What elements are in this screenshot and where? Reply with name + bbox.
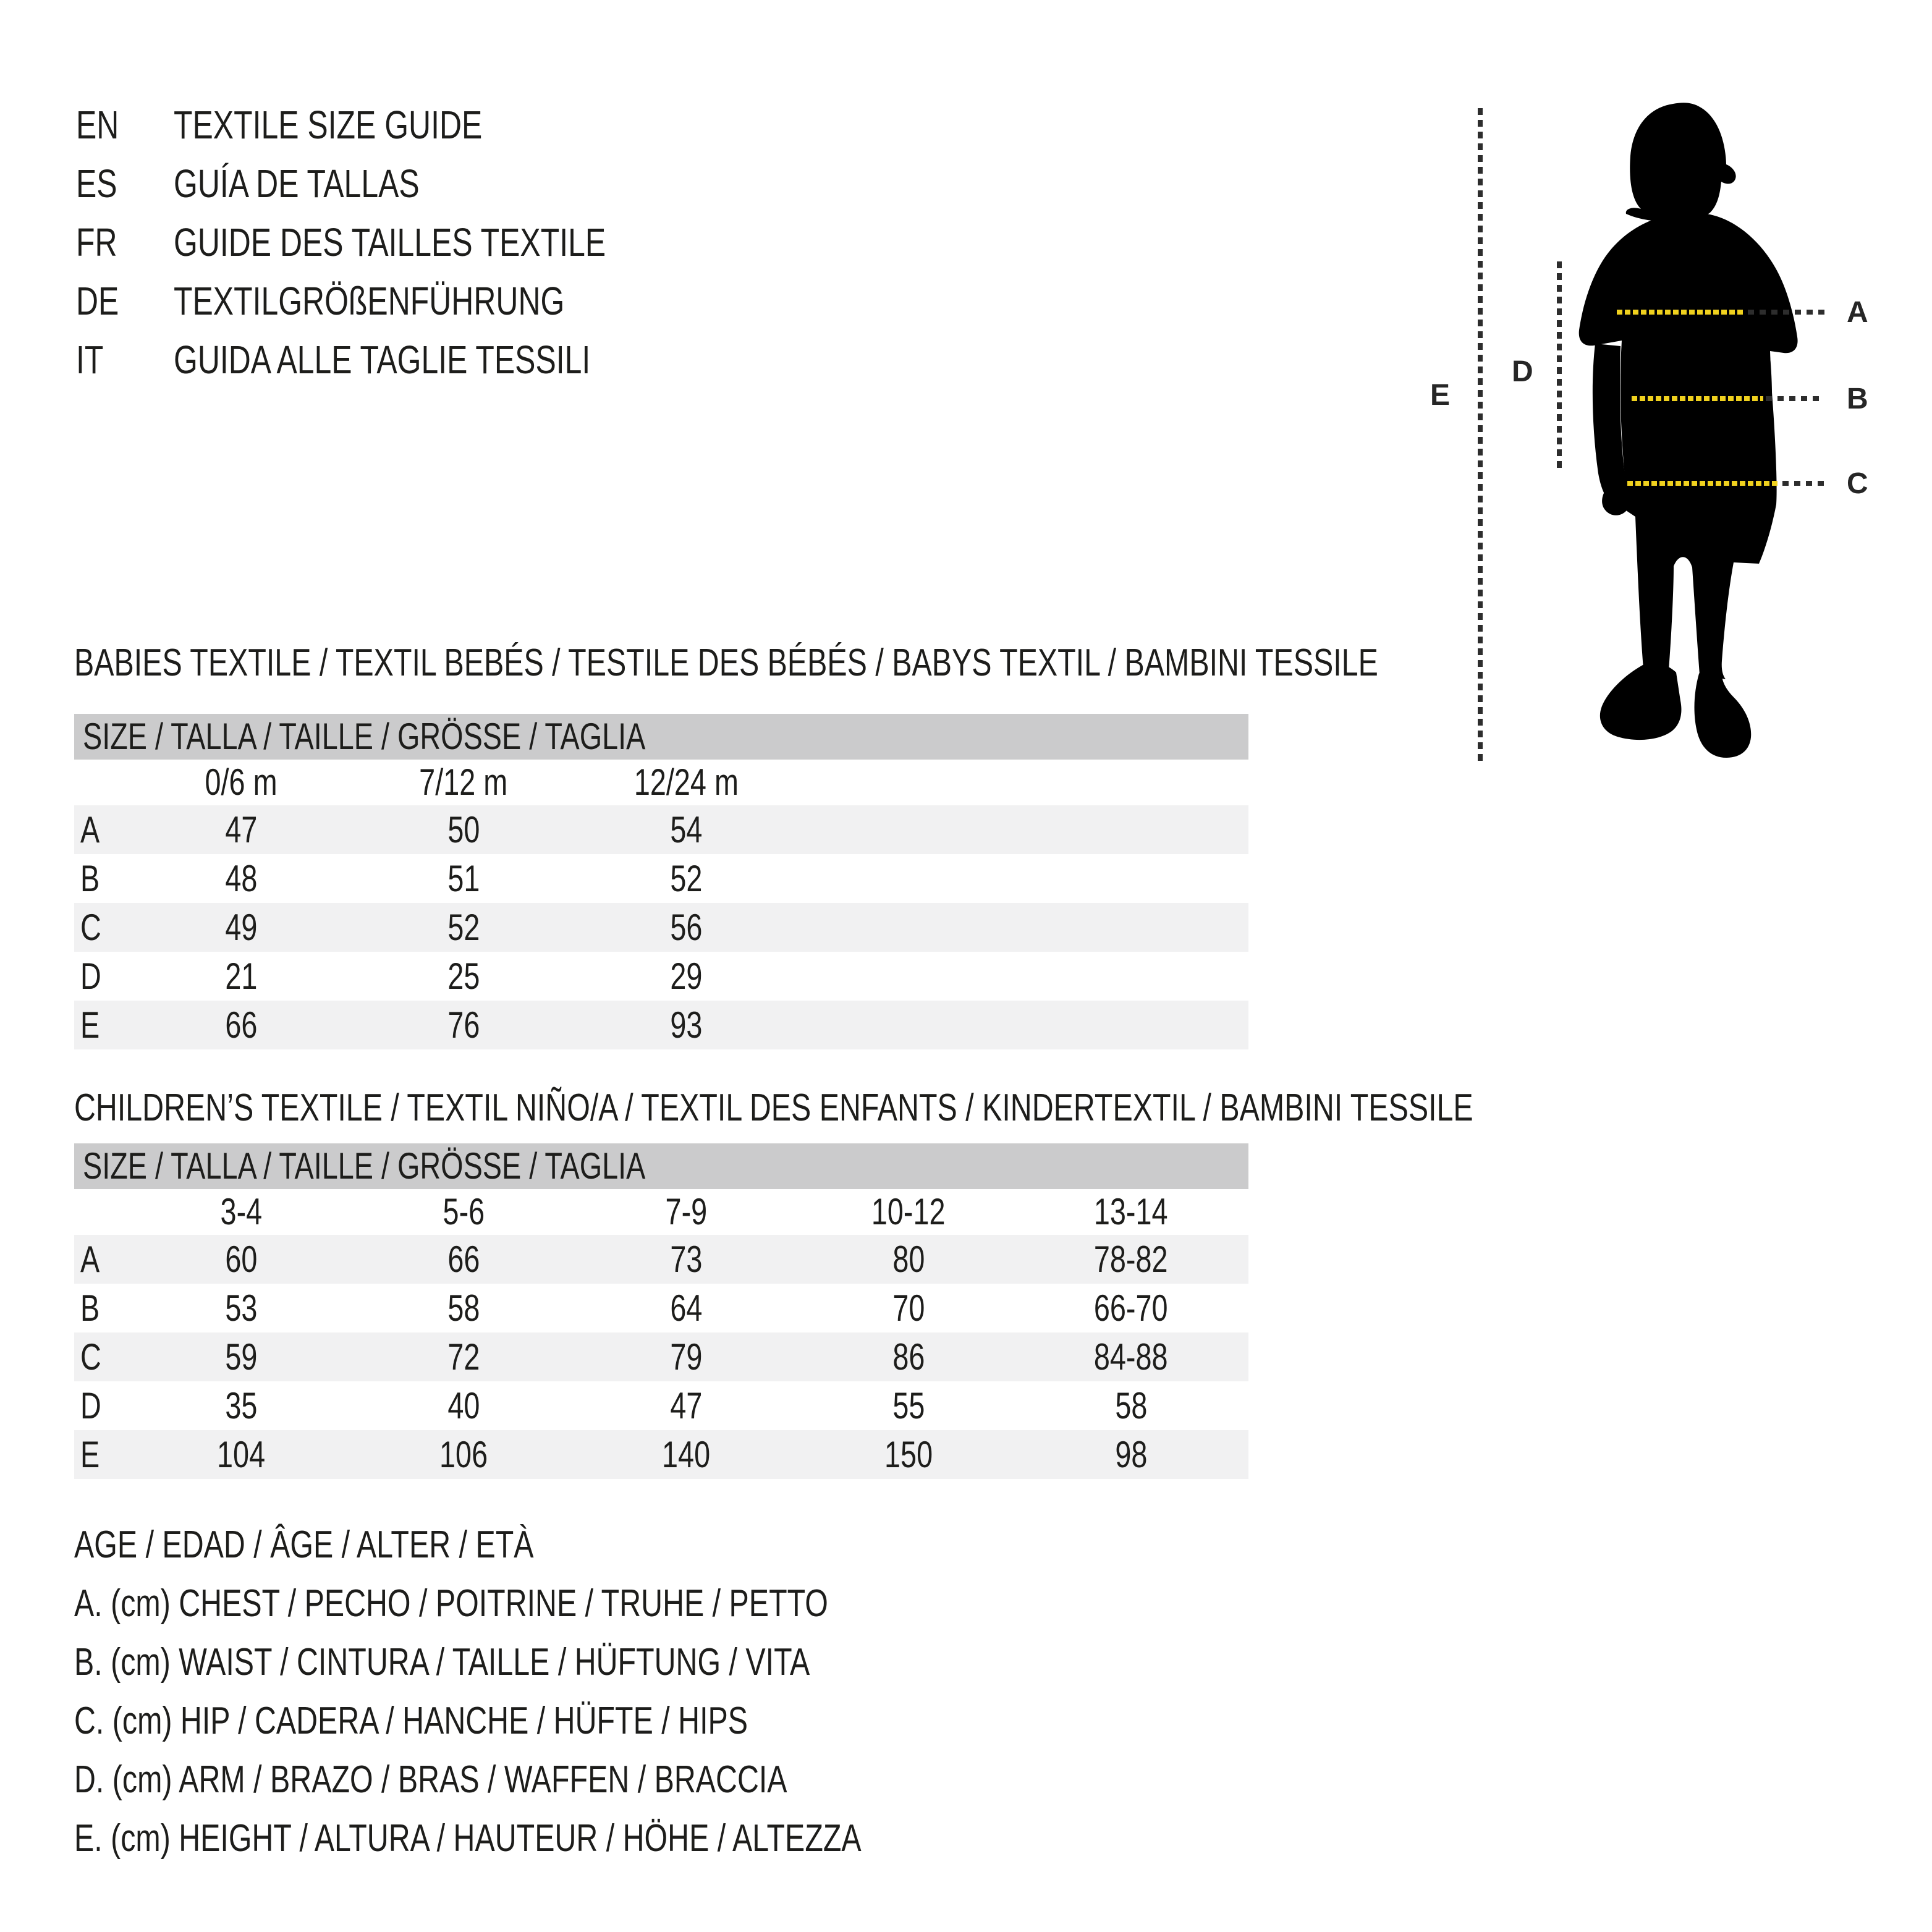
- language-row-de: [76, 272, 727, 331]
- cell-value: 98: [1114, 1434, 1148, 1475]
- cell-value: 25: [447, 955, 480, 997]
- cell-value: 140: [661, 1434, 711, 1475]
- cell-value: 66: [447, 1239, 480, 1280]
- language-code: EN: [76, 103, 119, 147]
- guide-title-es: GUÍA DE TALLAS: [174, 161, 420, 206]
- cell-value: 54: [669, 809, 703, 850]
- language-row-en: [76, 96, 727, 155]
- language-row-it: [76, 331, 727, 389]
- cell-value: 47: [669, 1385, 703, 1426]
- empty-corner-cell: [74, 760, 130, 805]
- waist-measure-label: B: [1847, 383, 1868, 415]
- cell-value: 29: [669, 955, 703, 997]
- children-size-header-bar: [74, 1143, 1248, 1189]
- cell-value: 80: [892, 1239, 925, 1280]
- language-code: IT: [76, 337, 104, 382]
- cell-value: 48: [224, 858, 258, 899]
- babies-col-12-24m: 12/24 m: [633, 761, 739, 803]
- measurement-legend: [74, 1515, 1083, 1868]
- cell-value: 79: [669, 1336, 703, 1378]
- cell-value: 78-82: [1094, 1239, 1168, 1280]
- table-row-arm: [74, 952, 1248, 1001]
- cell-value: 56: [669, 907, 703, 948]
- children-section-heading: CHILDREN’S TEXTILE / TEXTIL NIÑO/A / TEXTIL DES ENFANTS / KINDERTEXTIL / BAMBINI TESSILE: [74, 1087, 1473, 1129]
- waist-line-dark-dashes: [1766, 396, 1824, 401]
- cell-value: 50: [447, 809, 480, 850]
- legend-waist: B. (cm) WAIST / CINTURA / TAILLE / HÜFTUNG / VITA: [74, 1641, 810, 1684]
- hip-line-dark-dashes: [1782, 481, 1824, 486]
- row-label: E: [80, 1434, 100, 1475]
- cell-value: 84-88: [1094, 1336, 1168, 1378]
- children-size-table: [74, 1143, 1248, 1479]
- language-code: DE: [76, 279, 119, 323]
- children-col-13-14: 13-14: [1094, 1191, 1168, 1232]
- table-row-waist: [74, 1284, 1248, 1332]
- row-label: A: [80, 1239, 100, 1280]
- language-code: ES: [76, 161, 117, 206]
- table-row-hip: [74, 1332, 1248, 1381]
- cell-value: 59: [224, 1336, 258, 1378]
- chest-line-yellow-dashes: [1617, 310, 1745, 315]
- children-col-10-12: 10-12: [871, 1191, 946, 1232]
- children-column-header-row: [74, 1189, 1248, 1235]
- row-label: A: [80, 809, 100, 850]
- legend-arm: D. (cm) ARM / BRAZO / BRAS / WAFFEN / BRACCIA: [74, 1758, 787, 1801]
- arm-measure-dotted-line: [1557, 261, 1562, 471]
- size-header-label: SIZE / TALLA / TAILLE / GRÖSSE / TAGLIA: [83, 716, 646, 757]
- hip-line-yellow-dashes: [1627, 481, 1780, 486]
- language-row-es: [76, 155, 727, 213]
- cell-value: 66: [224, 1004, 258, 1046]
- table-row-height: [74, 1430, 1248, 1479]
- size-header-label: SIZE / TALLA / TAILLE / GRÖSSE / TAGLIA: [83, 1145, 646, 1187]
- cell-value: 70: [892, 1287, 925, 1329]
- cell-value: 53: [224, 1287, 258, 1329]
- row-label: D: [80, 1385, 101, 1426]
- guide-title-fr: GUIDE DES TAILLES TEXTILE: [174, 220, 606, 265]
- hip-measure-label: C: [1847, 467, 1868, 500]
- cell-value: 52: [447, 907, 480, 948]
- cell-value: 104: [216, 1434, 266, 1475]
- cell-value: 73: [669, 1239, 703, 1280]
- guide-title-en: TEXTILE SIZE GUIDE: [174, 103, 483, 147]
- babies-size-table: [74, 714, 1248, 1049]
- cell-value: 47: [224, 809, 258, 850]
- language-row-fr: [76, 213, 727, 272]
- arm-measure-label: D: [1512, 355, 1533, 388]
- language-title-list: [76, 96, 727, 389]
- table-row-height: [74, 1001, 1248, 1049]
- chest-line-dark-dashes: [1748, 310, 1826, 315]
- cell-value: 76: [447, 1004, 480, 1046]
- cell-value: 51: [447, 858, 480, 899]
- cell-value: 93: [669, 1004, 703, 1046]
- cell-value: 66-70: [1094, 1287, 1168, 1329]
- cell-value: 64: [669, 1287, 703, 1329]
- legend-chest: A. (cm) CHEST / PECHO / POITRINE / TRUHE / PETTO: [74, 1582, 828, 1625]
- row-label: B: [80, 858, 100, 899]
- language-code: FR: [76, 220, 117, 265]
- table-row-hip: [74, 903, 1248, 952]
- babies-section-heading: BABIES TEXTILE / TEXTIL BEBÉS / TESTILE DES BÉBÉS / BABYS TEXTIL / BAMBINI TESSILE: [74, 642, 1378, 684]
- cell-value: 86: [892, 1336, 925, 1378]
- legend-age: AGE / EDAD / ÂGE / ALTER / ETÀ: [74, 1523, 534, 1566]
- cell-value: 58: [1114, 1385, 1148, 1426]
- row-label: C: [80, 1336, 101, 1378]
- guide-title-it: GUIDA ALLE TAGLIE TESSILI: [174, 337, 591, 382]
- cell-value: 58: [447, 1287, 480, 1329]
- guide-title-de: TEXTILGRÖßENFÜHRUNG: [174, 279, 565, 323]
- table-row-waist: [74, 854, 1248, 903]
- table-row-chest: [74, 1235, 1248, 1284]
- chest-measure-label: A: [1847, 296, 1868, 329]
- babies-col-0-6m: 0/6 m: [205, 761, 278, 803]
- children-col-5-6: 5-6: [443, 1191, 485, 1232]
- table-row-arm: [74, 1381, 1248, 1430]
- children-col-7-9: 7-9: [665, 1191, 707, 1232]
- child-head: [1626, 103, 1736, 222]
- legend-hip: C. (cm) HIP / CADERA / HANCHE / HÜFTE / HIPS: [74, 1700, 748, 1742]
- row-label: C: [80, 907, 101, 948]
- children-col-3-4: 3-4: [220, 1191, 262, 1232]
- cell-value: 35: [224, 1385, 258, 1426]
- babies-col-7-12m: 7/12 m: [419, 761, 508, 803]
- waist-line-yellow-dashes: [1632, 396, 1763, 401]
- legend-height: E. (cm) HEIGHT / ALTURA / HAUTEUR / HÖHE / ALTEZZA: [74, 1817, 862, 1860]
- babies-column-header-row: [74, 760, 1248, 805]
- height-measure-label: E: [1430, 379, 1451, 412]
- cell-value: 49: [224, 907, 258, 948]
- cell-value: 150: [884, 1434, 933, 1475]
- row-label: D: [80, 955, 101, 997]
- cell-value: 72: [447, 1336, 480, 1378]
- table-row-chest: [74, 805, 1248, 854]
- cell-value: 52: [669, 858, 703, 899]
- cell-value: 21: [224, 955, 258, 997]
- row-label: B: [80, 1287, 100, 1329]
- empty-corner-cell: [74, 1189, 130, 1235]
- cell-value: 40: [447, 1385, 480, 1426]
- cell-value: 106: [439, 1434, 488, 1475]
- cell-value: 55: [892, 1385, 925, 1426]
- babies-size-header-bar: [74, 714, 1248, 760]
- row-label: E: [80, 1004, 100, 1046]
- cell-value: 60: [224, 1239, 258, 1280]
